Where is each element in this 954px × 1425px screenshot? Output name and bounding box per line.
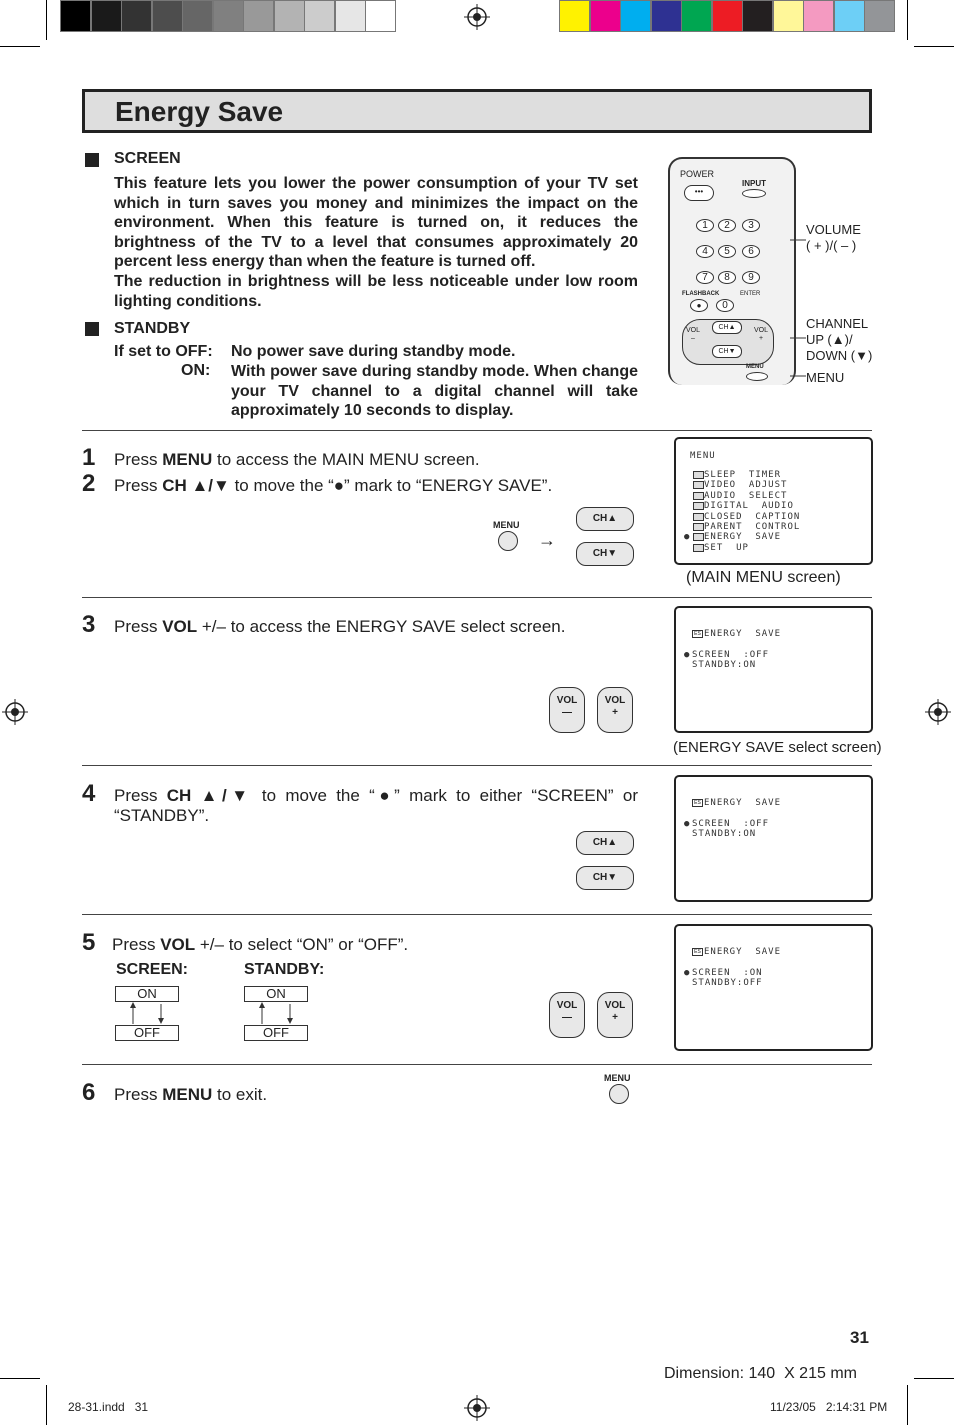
step-number: 5 <box>82 929 96 956</box>
step-key: VOL <box>162 617 198 636</box>
registration-target-icon <box>2 699 28 725</box>
standby-heading: STANDBY <box>114 320 191 337</box>
selection-dot-icon: ● <box>684 650 691 660</box>
menu-item-icon <box>693 502 704 510</box>
selection-dot-icon: ● <box>684 968 691 978</box>
channel-callout: CHANNEL UP (▲)/ DOWN (▼) <box>806 316 873 363</box>
screen-off-box: OFF <box>115 1025 179 1041</box>
screen-setting: SCREEN :OFF <box>692 819 770 829</box>
color-swatch <box>712 0 743 32</box>
menu-item-label: SET UP <box>704 542 749 553</box>
gray-swatch <box>91 0 122 32</box>
menu-key <box>746 372 768 381</box>
color-swatch <box>773 0 804 32</box>
step-number: 1 <box>82 444 96 471</box>
color-swatch <box>834 0 865 32</box>
gray-swatch <box>335 0 366 32</box>
digit-key: 2 <box>718 219 736 232</box>
gray-swatch <box>365 0 396 32</box>
menu-item-icon <box>693 492 704 500</box>
square-bullet-icon <box>85 153 99 167</box>
menu-button[interactable] <box>609 1084 629 1104</box>
menu-button-label: MENU <box>604 1073 631 1083</box>
standby-on-text: With power save during standby mode. When change your TV channel to a digital channel will take approximately 10 seconds to display. <box>231 363 638 419</box>
menu-callout: MENU <box>806 370 845 385</box>
ch-down-button[interactable]: CH▼ <box>576 542 634 566</box>
energy-save-icon: ES <box>692 630 703 638</box>
energy-save-title: ENERGY SAVE <box>704 947 782 957</box>
menu-item-icon <box>693 533 704 541</box>
screen-heading: SCREEN <box>114 150 181 167</box>
color-swatch <box>559 0 590 32</box>
step-number: 4 <box>82 780 96 807</box>
vol-minus-button[interactable]: VOL — <box>549 992 585 1038</box>
ch-up-button[interactable]: CH▲ <box>576 507 634 531</box>
step-6-text <box>114 1085 267 1105</box>
screen-toggle-label: SCREEN: <box>116 961 189 978</box>
screen-setting: SCREEN :ON <box>692 968 763 978</box>
energy-save-screen <box>674 606 873 733</box>
divider <box>82 765 872 766</box>
callout-lines <box>790 230 810 390</box>
gray-swatch <box>152 0 183 32</box>
energy-save-screen <box>674 775 873 902</box>
energy-save-icon: ES <box>692 799 703 807</box>
ch-down-button[interactable]: CH▼ <box>576 866 634 890</box>
step-post: to move the “●” mark to “ENERGY SAVE”. <box>229 476 553 495</box>
toggle-arrows-icon <box>125 1002 175 1026</box>
step-4-text <box>114 786 638 826</box>
step-post: +/– to access the ENERGY SAVE select screen. <box>197 617 566 636</box>
energy-save-screen <box>674 924 873 1051</box>
step-5-text <box>112 935 408 955</box>
step-post: +/– to select “ON” or “OFF”. <box>195 935 409 954</box>
step-post: to move the “●” mark to either “SCREEN” or “STANDBY”. <box>114 786 638 825</box>
gray-swatch <box>182 0 213 32</box>
flashback-label: FLASHBACK <box>682 291 720 297</box>
step-number: 2 <box>82 470 96 497</box>
step-2-text <box>114 476 552 496</box>
standby-on-box: ON <box>244 986 308 1002</box>
menu-item-label: CLOSED CAPTION <box>704 511 801 522</box>
gray-swatch <box>121 0 152 32</box>
crop-mark <box>907 0 908 40</box>
step-key: MENU <box>162 1085 213 1104</box>
color-swatch <box>620 0 651 32</box>
power-button: ••• <box>684 185 714 201</box>
menu-key-label: MENU <box>746 364 764 370</box>
menu-item-label: SLEEP TIMER <box>704 470 782 480</box>
digit-key: 4 <box>696 245 714 258</box>
vol-plus-key: VOL + <box>754 327 769 342</box>
toggle-arrows-icon <box>254 1002 304 1026</box>
color-swatch <box>742 0 773 32</box>
color-swatch <box>590 0 621 32</box>
digit-key: 9 <box>742 271 760 284</box>
step-key: MENU <box>162 450 213 469</box>
step-key: CH ▲/▼ <box>162 476 230 495</box>
standby-setting: STANDBY:ON <box>692 660 757 670</box>
step-pre: Press <box>114 617 163 636</box>
input-label: INPUT <box>742 179 766 188</box>
step-key: CH ▲/▼ <box>166 786 253 805</box>
menu-item-icon <box>693 471 704 479</box>
step-pre: Press <box>114 1085 163 1104</box>
screen-paragraph: This feature lets you lower the power consumption of your TV set which in turn saves you money and minimizes the impact on the environment. When this feature is turned on, it reduces the brightness of the TV to a level that consumes approximately 20 percent less energy than when the feature is turned off. <box>114 175 638 270</box>
menu-item-label: ENERGY SAVE <box>704 532 782 543</box>
registration-target-icon <box>464 4 490 30</box>
gray-swatch <box>60 0 91 32</box>
dimension-note: Dimension: 140 X 215 mm <box>664 1365 857 1382</box>
digit-key: 0 <box>716 299 734 312</box>
volume-callout: VOLUME ( + )/( – ) <box>806 222 861 253</box>
crop-mark <box>914 1378 954 1379</box>
screen-setting: SCREEN :OFF <box>692 650 770 660</box>
divider <box>82 597 872 598</box>
step-number: 6 <box>82 1079 96 1106</box>
standby-on-label: ON: <box>181 362 211 379</box>
crop-mark <box>0 1378 40 1379</box>
footer-timestamp: 11/23/05 2:14:31 PM <box>770 1400 888 1414</box>
menu-item-label: AUDIO SELECT <box>704 490 788 501</box>
gray-swatch <box>274 0 305 32</box>
step-pre: Press <box>114 786 167 805</box>
ch-up-button[interactable]: CH▲ <box>576 831 634 855</box>
menu-button[interactable] <box>498 531 518 551</box>
menu-header: MENU <box>690 451 716 461</box>
step-number: 3 <box>82 611 96 638</box>
standby-setting: STANDBY:OFF <box>692 978 763 988</box>
menu-item-icon <box>693 481 704 489</box>
page-number: 31 <box>850 1328 869 1347</box>
crop-mark <box>914 46 954 47</box>
divider <box>82 1064 872 1065</box>
color-swatch <box>681 0 712 32</box>
power-label: POWER <box>680 169 715 179</box>
square-bullet-icon <box>85 322 99 336</box>
crop-mark <box>907 1385 908 1425</box>
footer-file: 28-31.indd 31 <box>68 1400 149 1414</box>
crop-mark <box>46 1385 47 1425</box>
step-1-text <box>114 450 480 470</box>
standby-off-label: If set to OFF: <box>114 343 213 360</box>
digit-key: 5 <box>718 245 736 258</box>
digit-key: 1 <box>696 219 714 232</box>
digit-key: 7 <box>696 271 714 284</box>
divider <box>82 914 872 915</box>
digit-key: 3 <box>742 219 760 232</box>
menu-item-label: DIGITAL AUDIO <box>704 501 794 512</box>
standby-setting: STANDBY:ON <box>692 829 757 839</box>
gray-swatch <box>213 0 244 32</box>
step-pre: Press <box>114 476 163 495</box>
registration-target-icon <box>464 1395 490 1421</box>
screen-paragraph-2: The reduction in brightness will be less noticeable under low room lighting conditions. <box>114 273 638 310</box>
gray-swatch <box>304 0 335 32</box>
flashback-button: ● <box>690 299 708 312</box>
standby-toggle-label: STANDBY: <box>244 961 325 978</box>
vol-plus-button[interactable]: VOL + <box>597 687 633 733</box>
menu-item-label: PARENT CONTROL <box>704 521 801 532</box>
screen-on-box: ON <box>115 986 179 1002</box>
remote-control-illustration <box>668 157 796 385</box>
main-menu-caption: (MAIN MENU screen) <box>686 569 841 586</box>
digit-key: 8 <box>718 271 736 284</box>
page-title-bar <box>82 89 872 133</box>
menu-item-icon <box>693 544 704 552</box>
step-key: VOL <box>160 935 196 954</box>
color-swatch <box>864 0 895 32</box>
menu-item-icon <box>693 513 704 521</box>
step-post: to access the MAIN MENU screen. <box>212 450 480 469</box>
standby-off-text: No power save during standby mode. <box>231 343 516 360</box>
crop-mark <box>46 0 47 40</box>
enter-label: ENTER <box>740 291 761 297</box>
step-pre: Press <box>112 935 161 954</box>
gray-swatch <box>243 0 274 32</box>
menu-item-label: VIDEO ADJUST <box>704 480 788 491</box>
vol-minus-key: VOL – <box>686 327 701 342</box>
menu-item-icon <box>693 523 704 531</box>
energy-save-title: ENERGY SAVE <box>704 798 782 808</box>
energy-save-caption: (ENERGY SAVE select screen) <box>673 739 882 756</box>
crop-mark <box>0 46 40 47</box>
page-title: Energy Save <box>115 96 284 127</box>
vol-minus-button[interactable]: VOL — <box>549 687 585 733</box>
menu-button-label: MENU <box>493 520 520 530</box>
step-post: to exit. <box>212 1085 268 1104</box>
divider <box>82 430 872 431</box>
step-pre: Press <box>114 450 163 469</box>
main-menu-screen <box>674 437 873 565</box>
registration-target-icon <box>925 699 951 725</box>
ch-down-key: CH▼ <box>712 345 742 358</box>
selection-dot-icon: ● <box>684 819 691 829</box>
energy-save-title: ENERGY SAVE <box>704 629 782 639</box>
energy-save-icon: ES <box>692 948 703 956</box>
standby-off-box: OFF <box>244 1025 308 1041</box>
ch-up-key: CH▲ <box>712 321 742 334</box>
step-3-text <box>114 617 566 637</box>
color-swatch <box>803 0 834 32</box>
arrow-icon: → <box>538 530 556 550</box>
vol-plus-button[interactable]: VOL + <box>597 992 633 1038</box>
color-swatch <box>651 0 682 32</box>
input-button <box>742 189 766 198</box>
digit-key: 6 <box>742 245 760 258</box>
selection-dot-icon: ● <box>684 532 691 543</box>
